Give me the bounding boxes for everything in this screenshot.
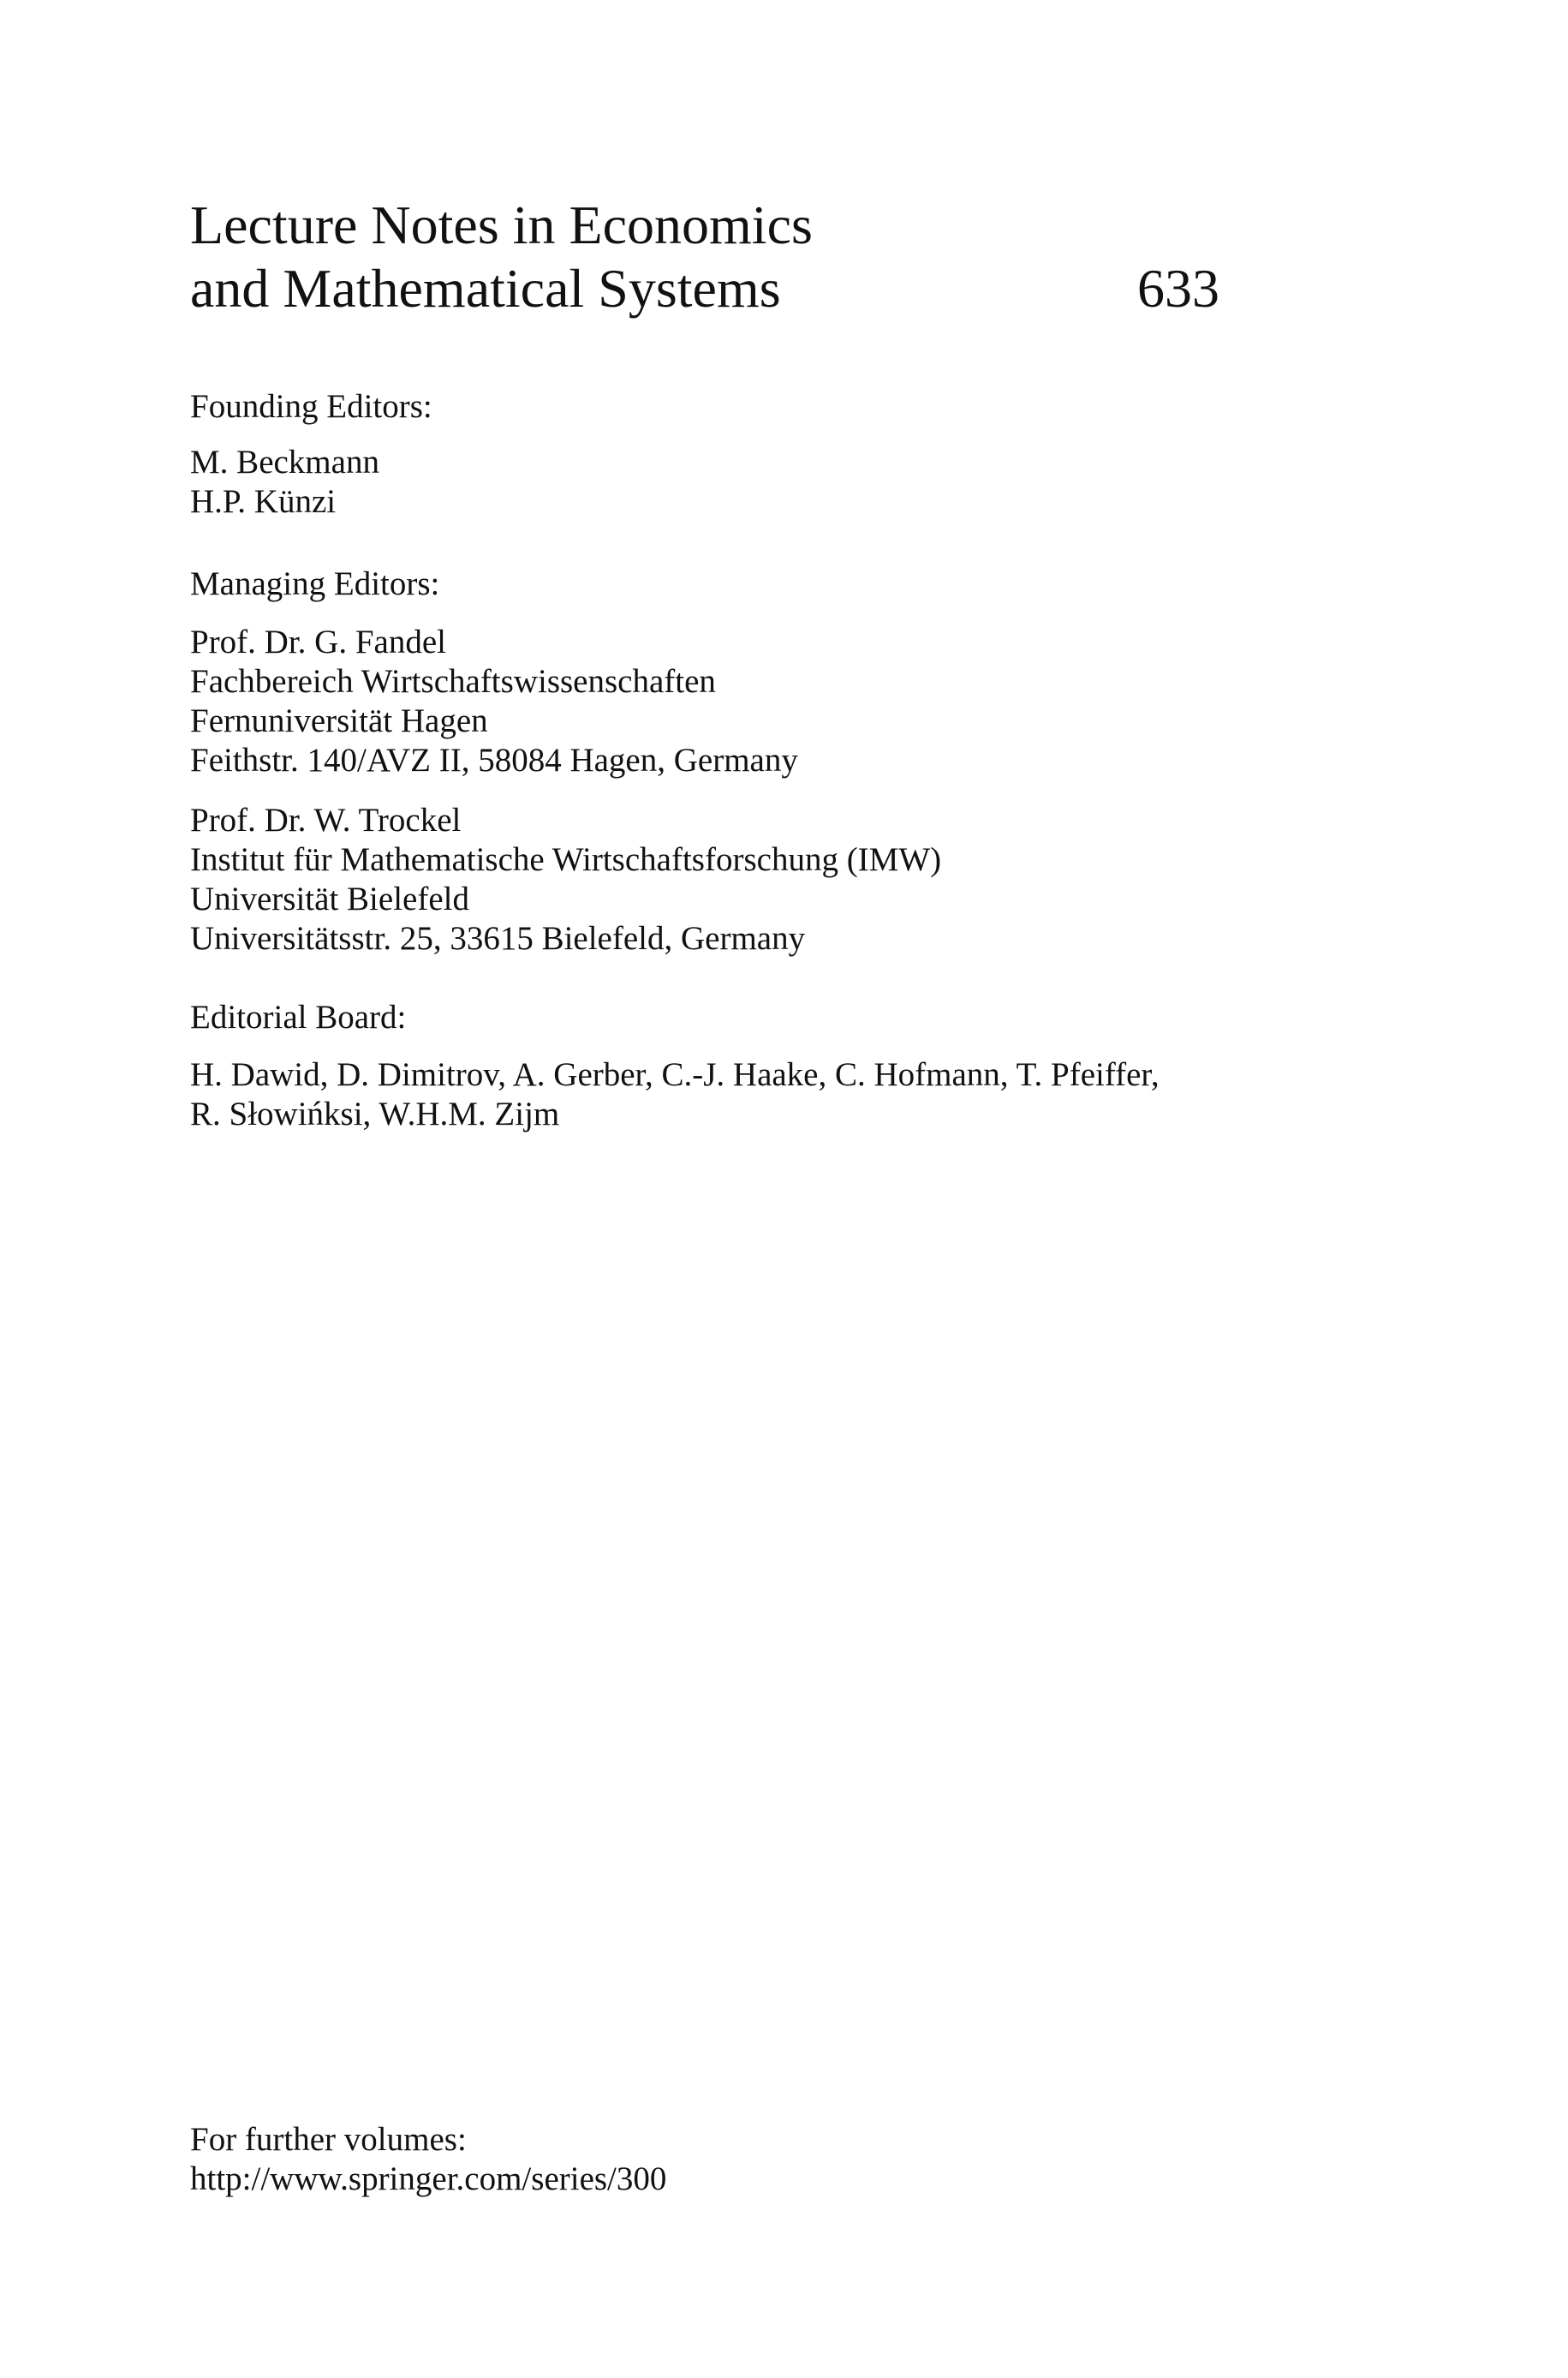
editorial-board-heading: Editorial Board: bbox=[190, 999, 407, 1036]
founding-editors-list bbox=[190, 443, 379, 522]
editorial-board-list bbox=[190, 1055, 1160, 1134]
founding-editor-name: H.P. Künzi bbox=[190, 483, 337, 520]
managing-editor-name: Prof. Dr. G. Fandel bbox=[190, 624, 446, 660]
managing-editor-address bbox=[190, 623, 798, 780]
further-volumes bbox=[190, 2120, 666, 2199]
series-url-link[interactable]: http://www.springer.com/series/300 bbox=[190, 2160, 667, 2197]
founding-editor-name: M. Beckmann bbox=[190, 444, 379, 481]
address-line: Feithstr. 140/AVZ II, 58084 Hagen, Germany bbox=[190, 742, 798, 779]
editorial-board-line: R. Słowińksi, W.H.M. Zijm bbox=[190, 1096, 560, 1132]
address-line: Fernuniversität Hagen bbox=[190, 702, 488, 739]
volume-number: 633 bbox=[1137, 258, 1219, 319]
series-title bbox=[190, 194, 1218, 320]
series-title-line-2: and Mathematical Systems bbox=[190, 258, 781, 319]
series-title-line-1: Lecture Notes in Economics bbox=[190, 194, 813, 255]
managing-editors-heading: Managing Editors: bbox=[190, 565, 440, 602]
managing-editor-name: Prof. Dr. W. Trockel bbox=[190, 802, 462, 839]
founding-editors-heading: Founding Editors: bbox=[190, 388, 432, 425]
address-line: Universitätsstr. 25, 33615 Bielefeld, Germany bbox=[190, 920, 806, 957]
editorial-board-line: H. Dawid, D. Dimitrov, A. Gerber, C.-J. Haake, C. Hofmann, T. Pfeiffer, bbox=[190, 1056, 1160, 1093]
managing-editor-address bbox=[190, 801, 941, 959]
address-line: Universität Bielefeld bbox=[190, 881, 469, 917]
address-line: Institut für Mathematische Wirtschaftsforschung (IMW) bbox=[190, 841, 942, 878]
further-volumes-label: For further volumes: bbox=[190, 2121, 467, 2158]
address-line: Fachbereich Wirtschaftswissenschaften bbox=[190, 663, 716, 700]
